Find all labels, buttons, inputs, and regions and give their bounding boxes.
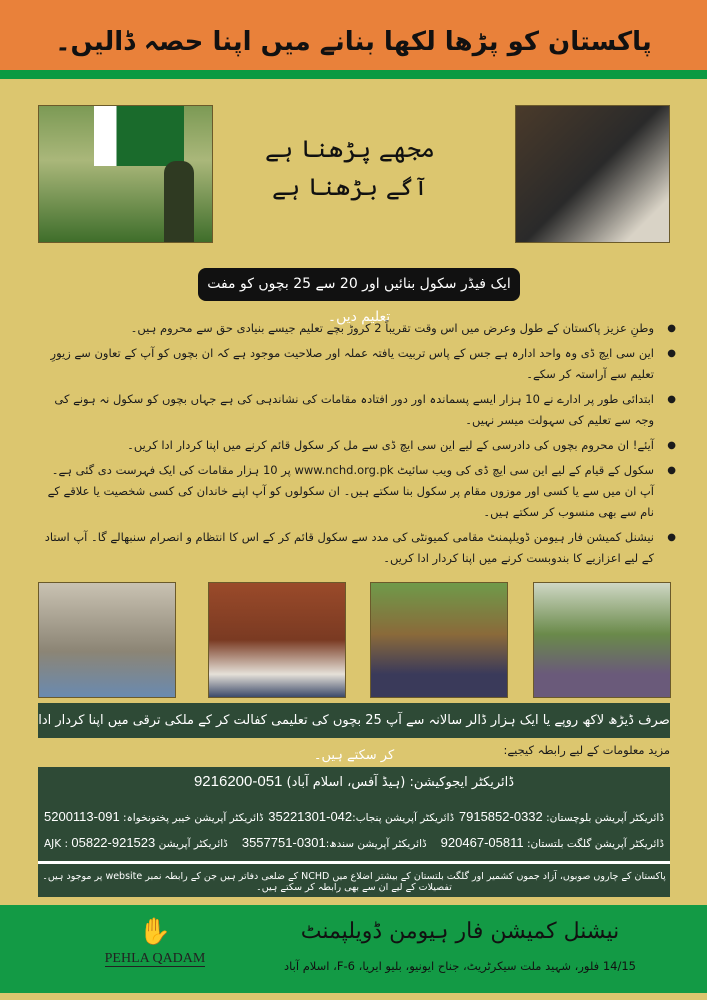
address: 14/15 فلور، شہید ملت سیکرٹریٹ، جناح ایونیو، بلیو ایریا، F-6، اسلام آباد [284,959,636,973]
tagline-pill: ایک فیڈر سکول بنائیں اور 20 سے 25 بچوں کو مفت تعلیم دیں۔ [198,268,520,301]
footer [0,905,707,993]
hand-icon: ✋ [138,917,172,947]
contact-row [44,835,664,850]
hq-label: ڈائریکٹر ایجوکیشن: (ہیڈ آفس، اسلام آباد) [286,775,515,790]
bullet-item: ● ابتدائی طور پر ادارے نے 10 ہزار ایسے پسماندہ اور دور افتادہ مقامات کی نشاندہی کی ہے جہاں بچوں کو سکول نہ ہونے کی وجہ سے تعلیم کی سہولت میسر نہیں۔ [40,389,680,431]
photo-boy-writing [515,105,670,243]
divider [38,861,670,864]
pakistan-flag [94,106,184,166]
phone: 05811-920467 [440,835,524,850]
photo-school-4 [533,582,671,698]
contact-item: ڈائریکٹر آپریشن گلگت بلتستان: 05811-920467 [440,835,664,850]
bullet-item: ● این سی ایچ ڈی وہ واحد ادارہ ہے جس کے پاس تربیت یافتہ عملہ اور صلاحیت موجود ہے کہ ان بچوں کو آپ کے تعاون سے زیورِ تعلیم سے آراستہ کر سکے۔ [40,343,680,385]
phone: 042-35221301 [268,809,353,824]
contact-item: ڈائریکٹر آپریشن AJK : 05822-921523 [44,835,228,850]
bullet-item: ● سکول کے قیام کے لیے این سی ایچ ڈی کی ویب سائیٹ www.nchd.org.pk پر 10 ہزار مقامات کی ایک فہرست دی گئی ہے۔ آپ ان میں سے یا کسی اور موزوں مقام پر سکول بنا سکتے ہیں۔ ان سکولوں کو آپ اپنے خاندان کی کسی شخصیت یا علاقے کے نام سے بھی منسوب کر سکتے ہیں۔ [40,460,680,523]
bullet-list [40,318,680,573]
district-offices-note: پاکستان کے چاروں صوبوں، آزاد جموں کشمیر اور گلگت بلتستان کے بیشتر اضلاع میں NCHD کے ضلعی دفاتر ہیں جن کے رابطہ نمبر website پر موجود ہیں۔ تفصیلات کے لیے ان سے بھی رابطہ کر سکتے ہیں۔ [42,871,666,893]
page-title: پاکستان کو پڑھا لکھا بنانے میں اپنا حصہ ڈالیں۔ [55,27,652,57]
contact-item: ڈائریکٹر آپریشن سندھ:0301-3557751 [241,835,427,850]
contacts-box [38,767,670,897]
pehla-qadam-logo: ✋ PEHLA QADAM [100,917,210,967]
photo-school-3 [370,582,508,698]
child-figure [164,161,194,243]
sponsorship-banner: صرف ڈیڑھ لاکھ روپے یا ایک ہزار ڈالر سالانہ سے آپ 25 بچوں کی تعلیمی کفالت کر کے ملکی ترقی میں اپنا کردار ادا کر سکتے ہیں۔ [38,703,670,738]
slogan [230,130,470,206]
contact-item: ڈائریکٹر آپریشن بلوچستان: 0332-7915852 [458,809,664,824]
slogan-line-2: آگے بڑھنا ہے [272,173,428,201]
bullet-item: ● وطنِ عزیز پاکستان کے طول وعرض میں اس وقت تقریباً 2 کروڑ بچے تعلیم جیسے بنیادی حق سے محروم ہیں۔ [40,318,680,339]
green-stripe [0,70,707,79]
hq-contact [38,773,670,790]
slogan-line-1: مجھے پڑھنا ہے [265,135,435,163]
photo-school-2 [208,582,346,698]
phone: 05822-921523 [71,835,156,850]
header-banner [0,0,707,70]
photo-school-1 [38,582,176,698]
organization-name: نیشنل کمیشن فار ہیومن ڈویلپمنٹ [300,919,620,944]
hq-phone: 051-9216200 [193,773,283,790]
photo-boy-with-flag [38,105,213,243]
bottom-border [0,993,707,1000]
bullet-item: ● آیئے! ان محروم بچوں کی دادرسی کے لیے این سی ایچ ڈی سے مل کر سکول قائم کرنے میں اپنا کردار ادا کریں۔ [40,435,680,456]
phone: 0301-3557751 [241,835,326,850]
contact-row [44,809,664,824]
phone: 091-5200113 [44,809,120,824]
phone: 0332-7915852 [458,809,543,824]
more-info-label: مزید معلومات کے لیے رابطہ کیجیے: [503,743,670,757]
contact-item: ڈائریکٹر آپریشن خیبر پختونخواہ: 091-5200113 [44,809,264,824]
bullet-item: ● نیشنل کمیشن فار ہیومن ڈویلپمنٹ مقامی کمیونٹی کی مدد سے سکول قائم کر کے اس کا انتظام و انصرام سنبھالے گا۔ آپ استاد کے لیے اعزازیے کا بندوبست کرنے میں اپنا کردار ادا کریں۔ [40,527,680,569]
contact-item: ڈائریکٹر آپریشن پنجاب:042-35221301 [268,809,455,824]
